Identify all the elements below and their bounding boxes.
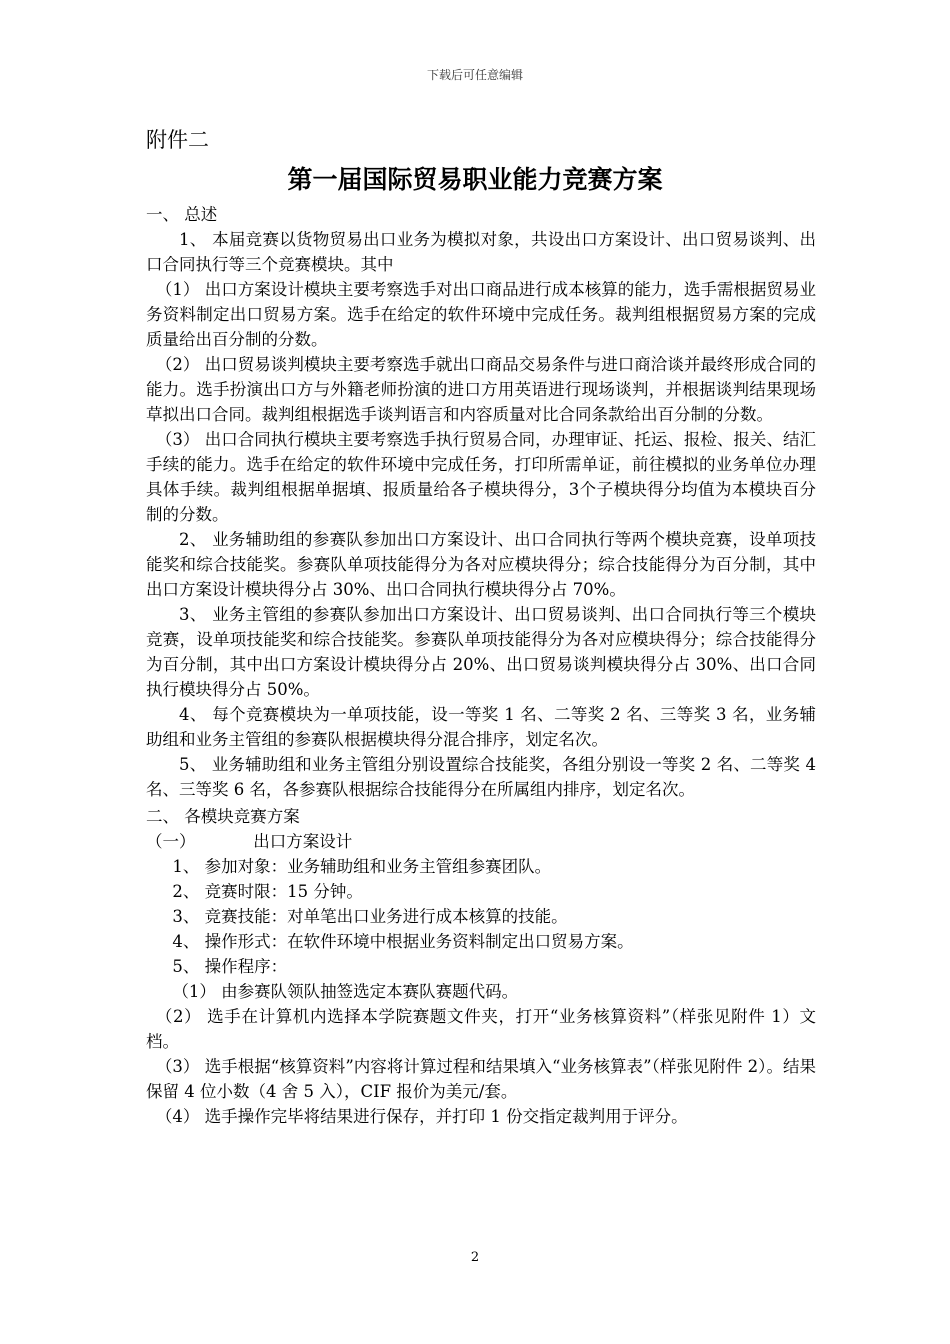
list-item: 4、 操作形式：在软件环境中根据业务资料制定出口贸易方案。 — [172, 932, 634, 951]
list-item: 1、 参加对象：业务辅助组和业务主管组参赛团队。 — [172, 857, 552, 876]
section-heading-1: 一、 总述 — [146, 205, 218, 224]
document-body — [146, 200, 816, 1129]
document-title: 第一届国际贸易职业能力竞赛方案 — [287, 165, 663, 194]
paragraph-1: 1、 本届竞赛以货物贸易出口业务为模拟对象，共设出口方案设计、出口贸易谈判、出口合同执行等三个竞赛模块。其中 — [146, 230, 816, 274]
page-header: 下载后可任意编辑 — [426, 68, 523, 82]
list-item: 2、 竞赛时限：15 分钟。 — [172, 882, 363, 901]
subsection-heading-1: （一） 出口方案设计 — [146, 832, 353, 851]
step-item: （3） 选手根据“核算资料”内容将计算过程和结果填入“业务核算表”（样张见附件 2）。结果保留 4 位小数（4 舍 5 入），CIF 报价为美元/套。 — [146, 1057, 816, 1101]
step-item: （2） 选手在计算机内选择本学院赛题文件夹，打开“业务核算资料”（样张见附件 1）文档。 — [146, 1007, 816, 1051]
list-item: 5、 操作程序： — [172, 957, 288, 976]
section-heading-2: 二、 各模块竞赛方案 — [146, 807, 300, 826]
paragraph-1-2: （2） 出口贸易谈判模块主要考察选手就出口商品交易条件与进口商洽谈并最终形成合同的能力。选手扮演出口方与外籍老师扮演的进口方用英语进行现场谈判，并根据谈判结果现场草拟出口合同。裁判组根据选手谈判语言和内容质量对比合同条款给出百分制的分数。 — [146, 355, 816, 424]
page-number: 2 — [470, 1250, 480, 1265]
paragraph-1-1: （1） 出口方案设计模块主要考察选手对出口商品进行成本核算的能力，选手需根据贸易业务资料制定出口贸易方案。选手在给定的软件环境中完成任务。裁判组根据贸易方案的完成质量给出百分制的分数。 — [146, 280, 816, 349]
step-item: （1） 由参赛队领队抽签选定本赛队赛题代码。 — [172, 982, 519, 1001]
paragraph-5: 5、 业务辅助组和业务主管组分别设置综合技能奖，各组分别设一等奖 2 名、二等奖 4 名、三等奖 6 名，各参赛队根据综合技能得分在所属组内排序，划定名次。 — [146, 755, 816, 799]
paragraph-2: 2、 业务辅助组的参赛队参加出口方案设计、出口合同执行等两个模块竞赛，设单项技能奖和综合技能奖。参赛队单项技能得分为各对应模块得分；综合技能得分为百分制，其中出口方案设计模块得分占 30%、出口合同执行模块得分占 70%。 — [146, 530, 816, 599]
paragraph-1-3: （3） 出口合同执行模块主要考察选手执行贸易合同，办理审证、托运、报检、报关、结汇手续的能力。选手在给定的软件环境中完成任务，打印所需单证，前往模拟的业务单位办理具体手续。裁判组根据单据填、报质量给各子模块得分，3个子模块得分均值为本模块百分制的分数。 — [146, 430, 816, 524]
paragraph-4: 4、 每个竞赛模块为一单项技能，设一等奖 1 名、二等奖 2 名、三等奖 3 名，业务辅助组和业务主管组的参赛队根据模块得分混合排序，划定名次。 — [146, 705, 816, 749]
paragraph-3: 3、 业务主管组的参赛队参加出口方案设计、出口贸易谈判、出口合同执行等三个模块竞赛，设单项技能奖和综合技能奖。参赛队单项技能得分为各对应模块得分；综合技能得分为百分制，其中出口方案设计模块得分占 20%、出口贸易谈判模块得分占 30%、出口合同执行模块得分占 50%。 — [146, 605, 816, 699]
list-item: 3、 竞赛技能：对单笔出口业务进行成本核算的技能。 — [172, 907, 568, 926]
step-item: （4） 选手操作完毕将结果进行保存，并打印 1 份交指定裁判用于评分。 — [155, 1107, 688, 1126]
attachment-label: 附件二 — [146, 128, 209, 152]
